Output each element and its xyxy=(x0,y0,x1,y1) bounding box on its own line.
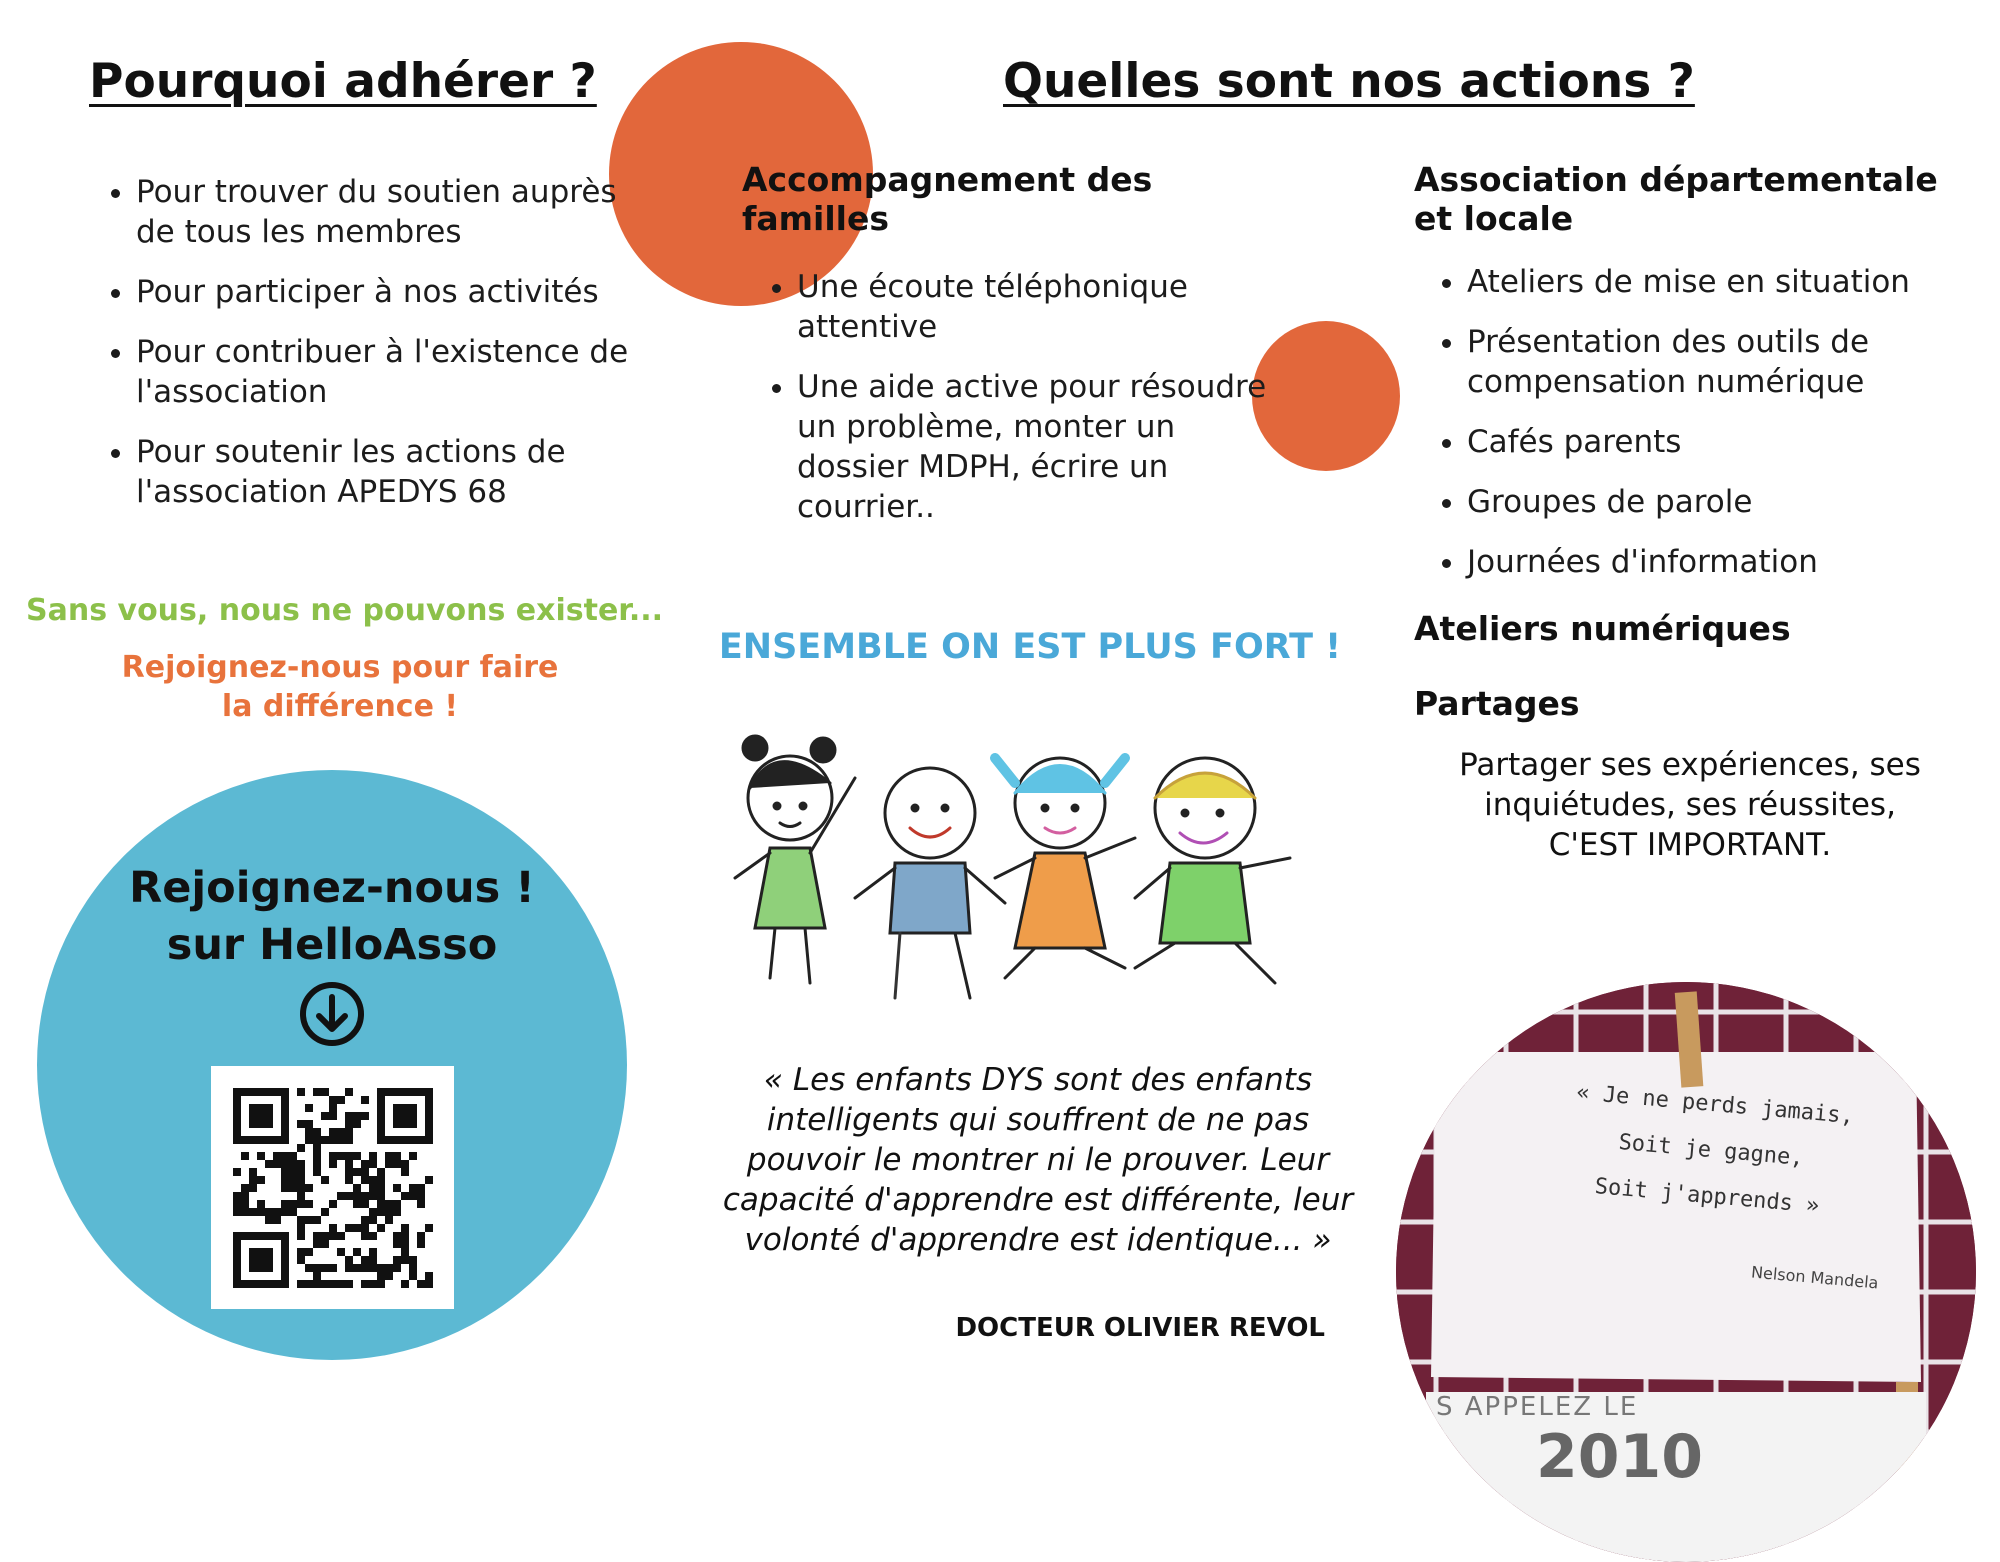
list-item: • Présentation des outils de compensation numérique xyxy=(1467,322,2000,402)
list-item: • Pour trouver du soutien auprès de tous les membres xyxy=(136,172,656,252)
association-section-title: Association départementale et locale xyxy=(1414,160,1938,238)
photo-quote-line1: « Je ne perds jamais, xyxy=(1575,1080,1855,1130)
association-list xyxy=(1427,262,2000,602)
join-line2: sur HelloAsso xyxy=(166,920,498,970)
sharing-line3: C'EST IMPORTANT. xyxy=(1548,827,1832,863)
photo-quote-line3: Soit j'apprends » xyxy=(1593,1174,1821,1219)
photo-quote xyxy=(1541,1068,1882,1234)
children-drawing-icon xyxy=(715,728,1315,1008)
list-item: • Ateliers de mise en situation xyxy=(1467,262,2000,302)
photo-bottom-sign: S APPELEZ LE xyxy=(1436,1392,1639,1422)
list-item: • Groupes de parole xyxy=(1467,482,2000,522)
left-title: Pourquoi adhérer ? xyxy=(89,54,597,109)
list-item: • Pour soutenir les actions de l'association APEDYS 68 xyxy=(136,432,656,512)
tagline-orange-line1: Rejoignez-nous pour faire xyxy=(121,650,559,685)
quote-author: DOCTEUR OLIVIER REVOL xyxy=(955,1313,1325,1343)
photo-quote-line2: Soit je gagne, xyxy=(1617,1129,1805,1172)
arrow-down-circle-icon xyxy=(298,980,366,1048)
heading-sharing: Partages xyxy=(1414,684,1580,723)
quote: « Les enfants DYS sont des enfants intelligents qui souffrent de ne pas pouvoir le montrer ni le prouver. Leur capacité d'apprendre est différente, leur volonté d'apprendre est identique... » xyxy=(722,1062,1354,1258)
qr-code-icon[interactable] xyxy=(211,1066,454,1309)
sharing-text xyxy=(1410,745,1970,865)
sharing-line1: Partager ses expériences, ses xyxy=(1459,747,1921,783)
list-item: • Une aide active pour résoudre un problème, monter un dossier MDPH, écrire un courrier.. xyxy=(797,367,1277,527)
photo-author: Nelson Mandela xyxy=(1750,1262,1880,1293)
sharing-line2: inquiétudes, ses réussites, xyxy=(1484,787,1896,823)
list-item: • Pour participer à nos activités xyxy=(136,272,656,312)
quote-photo xyxy=(1396,982,1976,1562)
list-item: • Cafés parents xyxy=(1467,422,2000,462)
photo-bottom-sign-number: 2010 xyxy=(1536,1422,1703,1492)
slogan: ENSEMBLE ON EST PLUS FORT ! xyxy=(718,627,1342,667)
tagline-orange-line2: la différence ! xyxy=(221,689,459,724)
actions-title: Quelles sont nos actions ? xyxy=(1003,54,1695,109)
join-line1: Rejoignez-nous ! xyxy=(129,863,535,913)
list-item: • Pour contribuer à l'existence de l'association xyxy=(136,332,656,412)
families-section-title: Accompagnement des familles xyxy=(742,160,1153,238)
families-list xyxy=(757,267,1277,547)
tagline-orange xyxy=(90,648,590,726)
join-text xyxy=(37,860,627,974)
tagline-green: Sans vous, nous ne pouvons exister... xyxy=(26,593,664,628)
why-join-list xyxy=(96,172,656,532)
list-item: • Journées d'information xyxy=(1467,542,2000,582)
heading-workshops: Ateliers numériques xyxy=(1414,609,1791,648)
list-item: • Une écoute téléphonique attentive xyxy=(797,267,1277,347)
